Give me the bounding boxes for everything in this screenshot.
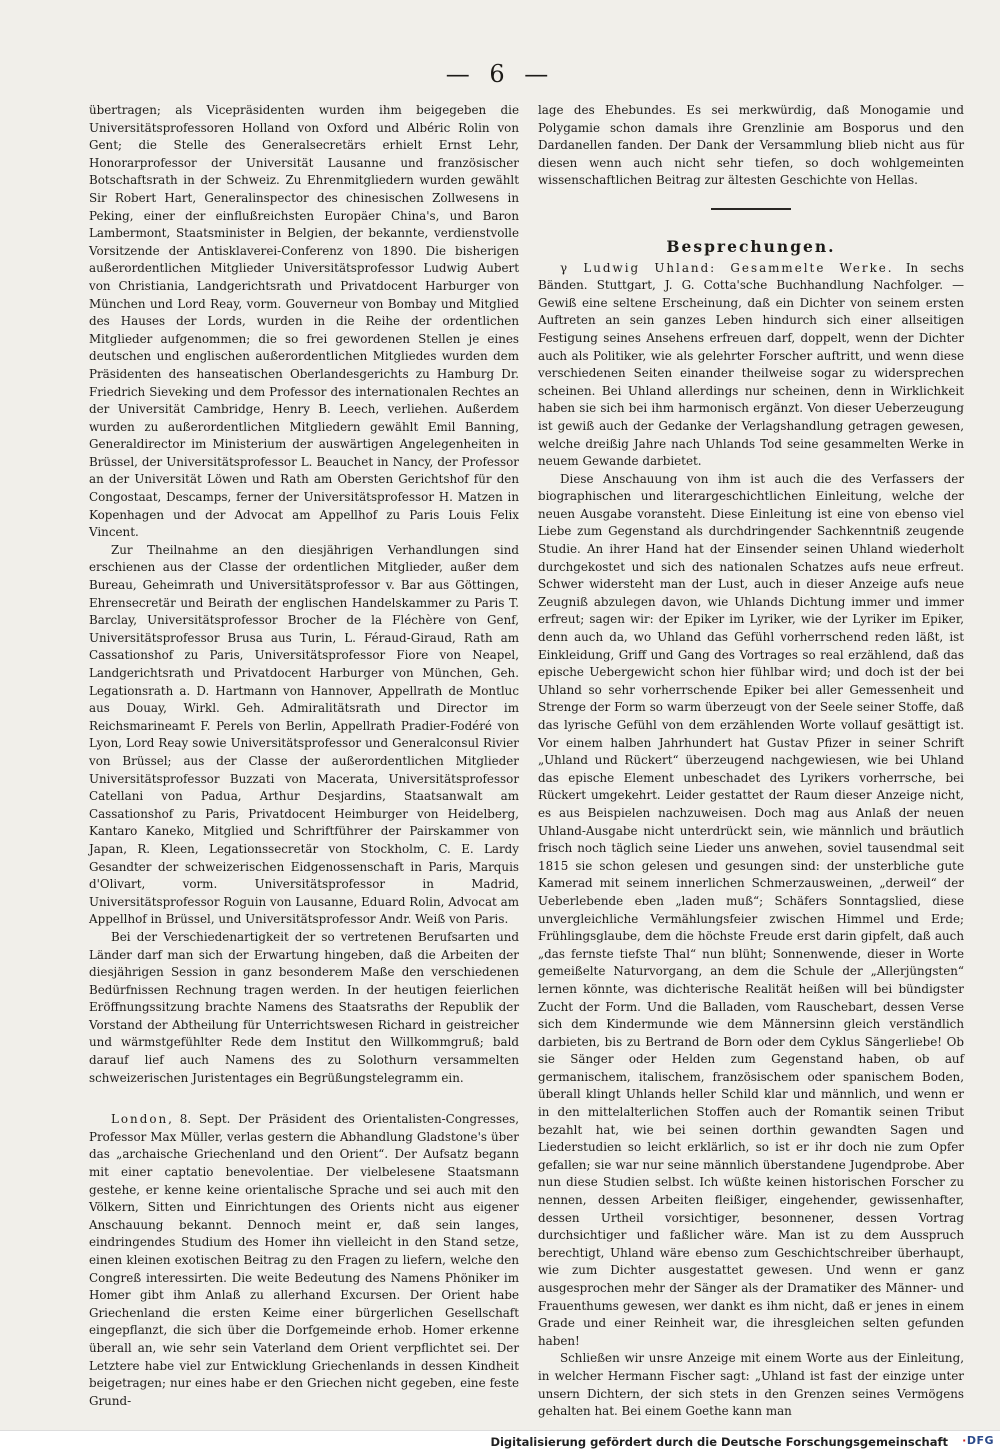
paragraph: lage des Ehebundes. Es sei merkwürdig, daß Monogamie und Polygamie schon damals ihre Grenzlinie am Bosporus und den Dardanellen fanden. Der Dank der Versammlung blieb nicht aus für diesen wenn auch nicht sehr tiefen, so doch wohlgemeinten wissenschaftlichen Beitrag zur ältesten Geschichte von Hellas. xyxy=(538,103,964,188)
paragraph: Zur Theilnahme an den diesjährigen Verhandlungen sind erschienen aus der Classe der ordentlichen Mitglieder, außer dem Bureau, Geheimrath und Universitätsprofessor v. Bar aus Göttingen, Ehrensecretär und Beirath der englischen Handelskammer zu Paris T. Barclay, Universitätsprofessor Brocher de la Fléchère von Genf, Universitätsprofessor Brusa aus Turin, L. Féraud-Giraud, Rath am Cassationshof zu Paris, Universitätsprofessor Fiore von Neapel, Landgerichtsrath und Privatdocent Harburger von München, Geh. Legationsrath a. D. Hartmann von Hannover, Appellrath de Montluc aus Douay, Wirkl. Geh. Admiralitätsrath und Director im Reichsmarineamt F. Perels von Berlin, Appellrath Pradier-Fodéré von Lyon, Lord Reay sowie Universitätsprofessor und Generalconsul Rivier von Brüssel; aus der Classe der außerordentlichen Mitglieder Universitätsprofessor Buzzati von Macerata, Universitätsprofessor Catellani von Padua, Arthur Desjardins, Staatsanwalt am Cassationshof zu Paris, Privatdocent Heimburger von Heidelberg, Kantaro Kaneko, Mitglied und Schriftführer der Pairskammer von Japan, R. Kleen, Legationssecretär von Stockholm, C. E. Lardy Gesandter der schweizerischen Eidgenossenschaft in Paris, Marquis d'Olivart, vorm. Universitätsprofessor in Madrid, Universitätsprofessor Roguin von Lausanne, Eduard Rolin, Advocat am Appellhof in Brüssel, und Universitätsprofessor Andr. Weiß von Paris. xyxy=(89,542,519,927)
dfg-logo: ·DFG xyxy=(962,1434,994,1447)
paragraph: Schließen wir unsre Anzeige mit einem Worte aus der Einleitung, in welcher Hermann Fischer sagt: „Uhland ist fast der einzige unter unsern Dichtern, der sich stets in den Grenzen seines Vermögens gehalten hat. Bei einem Goethe kann man xyxy=(538,1351,964,1419)
right-column xyxy=(538,102,964,1421)
review-intro-text: In sechs Bänden. Stuttgart, J. G. Cotta'sche Buchhandlung Nachfolger. — Gewiß eine seltene Erscheinung, daß ein Dichter von seinem ersten Auftreten an sein ganzes Leben hindurch sich einer allseitigen Festigung seines Ansehens erfreuen darf, doppelt, wenn der Dichter auch als Politiker, wie als gelehrter Forscher auftritt, und wenn diese verschiedenen Seiten einander theilweise sogar zu widersprechen scheinen. Bei Uhland allerdings nur scheinen, denn in Wirklichkeit haben sie sich bei ihm harmonisch ergänzt. Von dieser Ueberzeugung ist gewiß auch der Gedanke der Verlagshandlung getragen gewesen, welche dreißig Jahre nach Uhlands Tod seine gesammelten Werke in neuem Gewande darbietet. xyxy=(538,260,964,469)
footer-credit: Digitalisierung gefördert durch die Deutsche Forschungsgemeinschaft xyxy=(490,1435,948,1449)
london-report-text: , 8. Sept. Der Präsident des Orientalisten-Congresses, Professor Max Müller, verlas gestern die Abhandlung Gladstone's über das „archaische Griechenland und den Orient“. Der Aufsatz begann mit einer captatio benevolentiae. Der vielbelesene Staatsmann gestehe, er kenne keine orientalische Sprache und sei auch mit den Völkern, Sitten und Einrichtungen des Orients nicht aus eigener Anschauung bekannt. Dennoch meint er, daß sein langes, eindringendes Studium des Homer ihn vielleicht in den Stand setze, einen kleinen exotischen Beitrag zu den Fragen zu liefern, welche den Congreß interessirten. Die weite Bedeutung des Namens Phöniker im Homer gibt ihm Anlaß zu allerhand Excursen. Der Orient habe Griechenland die ersten Keime einer bürgerlichen Gesellschaft eingepflanzt, die sich über die Dorfgemeinde erhob. Homer erkenne überall an, wie sehr sein Vaterland dem Orient verpflichtet sei. Der Letztere habe viel zur Entwicklung Griechenlands in dessen Kindheit beigetragen; nur eines habe er den Griechen nicht gegeben, eine feste Grund- xyxy=(89,1112,519,1408)
section-divider xyxy=(711,208,791,210)
paragraph: übertragen; als Vicepräsidenten wurden ihm beigegeben die Universitätsprofessoren Holland von Oxford und Albéric Rolin von Gent; die Stelle des Generalsecretärs erhielt Ernst Lehr, Honorarprofessor der Universität Lausanne und französischer Botschaftsrath in der Schweiz. Zu Ehrenmitgliedern wurden gewählt Sir Robert Hart, Generalinspector des chinesischen Zollwesens in Peking, einer der einflußreichsten Europäer China's, und Baron Lambermont, Staatsminister in Belgien, der bekannte, verdienstvolle Vorsitzende der Antisklaverei-Conferenz von 1890. Die bisherigen außerordentlichen Mitglieder Universitätsprofessor Ludwig Aubert von Christiania, Landgerichtsrath und Privatdocent Harburger von München und Lord Reay, vorm. Gouverneur von Bombay und Mitglied des Hauses der Lords, wurden in die Reihe der ordentlichen Mitglieder aufgenommen; die so frei gewordenen Stellen je eines deutschen und englischen außerordentlichen Mitgliedes wurden dem Präsidenten des hanseatischen Oberlandesgerichts zu Hamburg Dr. Friedrich Sieveking und dem Professor des internationalen Rechtes an der Universität Cambridge, Henry B. Leech, verliehen. Außerdem wurden zu außerordentlichen Mitgliedern gewählt Emil Banning, Generaldirector im Ministerium der auswärtigen Angelegenheiten in Brüssel, der Universitätsprofessor L. Beauchet in Nancy, der Professor an der Universität Löwen und Rath am Obersten Gerichtshof für den Congostaat, Descamps, ferner der Universitätsprofessor H. Matzen in Kopenhagen und der Advocat am Appellhof zu Paris Louis Felix Vincent. xyxy=(89,103,519,540)
footer-bar xyxy=(0,1430,1000,1455)
paragraph: Diese Anschauung von ihm ist auch die des Verfassers der biographischen und literargeschichtlichen Einleitung, welche der neuen Ausgabe voransteht. Diese Einleitung ist eine von ebenso viel Liebe zum Gegenstand als durchdringender Sachkenntniß zeugende Studie. An ihrer Hand hat der Einsender seinen Uhland wiederholt durchgekostet und sich des nationalen Schatzes aufs neue erfreut. Schwer widersteht man der Lust, auch in dieser Anzeige aufs neue Zeugniß abzulegen davon, wie Uhlands Dichtung immer und immer erfreut; sagen wir: der Epiker im Lyriker, wie der Lyriker im Epiker, denn auch da, wo Uhland das Gefühl vorherrschend reden läßt, ist Einkleidung, Griff und Gang des Vortrages so real erzählend, daß das epische Uebergewicht schon hier fühlbar wird; und doch ist der bei Uhland so sehr vorherrschende Epiker bei aller Gemessenheit und Strenge der Form so warm überzeugt von der Seele seiner Stoffe, daß das lyrische Gefühl von dem erzählenden Worte vollauf gesättigt ist. Vor einem halben Jahrhundert hat Gustav Pfizer in seiner Schrift „Uhland und Rückert“ überzeugend nachgewiesen, wie bei Uhland das epische Element unbeschadet des Lyrikers vorherrsche, bei Rückert umgekehrt. Leider gestattet der Raum dieser Anzeige nicht, es aus Beispielen nachzuweisen. Doch mag aus Anlaß der neuen Uhland-Ausgabe nicht unterdrückt sein, wie männlich und bräutlich frisch noch täglich seine Lieder uns anwehen, soviel tausendmal seit 1815 sie schon gelesen und gesungen sind: der unsterbliche gute Kamerad mit seinem innerlichen Schmerzausweinen, „derweil“ der Ueberlebende eben „laden muß“; Schäfers Sonntagslied, diese unvergleichliche Vermählungsfeier zwischen Himmel und Erde; Frühlingsglaube, dem die höchste Freude erst darin gipfelt, daß auch „das fernste tiefste Thal“ nun blüht; Sonnenwende, dieser in Worte gemeißelte Naturvorgang, an dem die Schule der „Allerjüngsten“ lernen könnte, was dichterische Realität heißen will bei bündigster Zucht der Form. Und die Balladen, vom Rauschebart, dessen Verse sich dem Kindermunde wie dem Männersinn gleich verständlich darbieten, bis zu Bertrand de Born oder dem Cyklus Sängerliebe! Ob sie Sänger oder Helden zum Gegenstand haben, ob auf germanischem, italischem, französischem oder spanischem Boden, überall klingt Uhlands heller Schild klar und männlich, und wenn er in den mittelalterlichen Stoffen auch der Romantik seinen Tribut bezahlt hat, wie bei seinen dorthin gewandten Sagen und Liederstudien so leicht erklärlich, so ist er ihr doch nie zum Opfer gefallen; sie war nur seine männlich überstandene Jugendprobe. Aber nun diese Studien selbst. Ich wüßte keinen historischen Forscher zu nennen, dessen Arbeiten fleißiger, eingehender, gewissenhafter, dessen Urtheil vorsichtiger, besonnener, dessen Vortrag durchsichtiger und faßlicher wäre. Man ist zu dem Ausspruch berechtigt, Uhland wäre ebenso zum Geschichtschreiber überhaupt, wie zum Dichter ausgestattet gewesen. Und wenn er ganz ausgesprochen mehr der Sänger als der Dramatiker des Männer- und Frauenthums gewesen, wer dankt es ihm nicht, daß er jenes in einem Grade und einer Reinheit war, die ihresgleichen selten gefunden haben! xyxy=(538,471,964,1348)
review-intro xyxy=(538,260,964,471)
dateline-place: London xyxy=(111,1112,169,1127)
london-report xyxy=(89,1111,519,1410)
left-column xyxy=(89,102,519,1410)
review-title: γ Ludwig Uhland: Gesammelte Werke. xyxy=(560,260,894,275)
paragraph: Bei der Verschiedenartigkeit der so vertretenen Berufsarten und Länder darf man sich der Erwartung hingeben, daß die Arbeiten der diesjährigen Session in ganz besonderem Maße den verschiedenen Bedürfnissen Rechnung tragen werden. In der heutigen feierlichen Eröffnungssitzung brachte Namens des Staatsraths der Republik der Vorstand der Abtheilung für Unterrichtswesen Richard in geistreicher und wärmstgefühlter Rede dem Institut den Willkommgruß; bald darauf lief auch Namens des zu Solothurn versammelten schweizerischen Juristentages ein Begrüßungstelegramm ein. xyxy=(89,929,519,1085)
page-number: — 6 — xyxy=(445,60,555,88)
dfg-logo-text: DFG xyxy=(966,1434,994,1447)
section-heading: Besprechungen. xyxy=(666,236,836,256)
